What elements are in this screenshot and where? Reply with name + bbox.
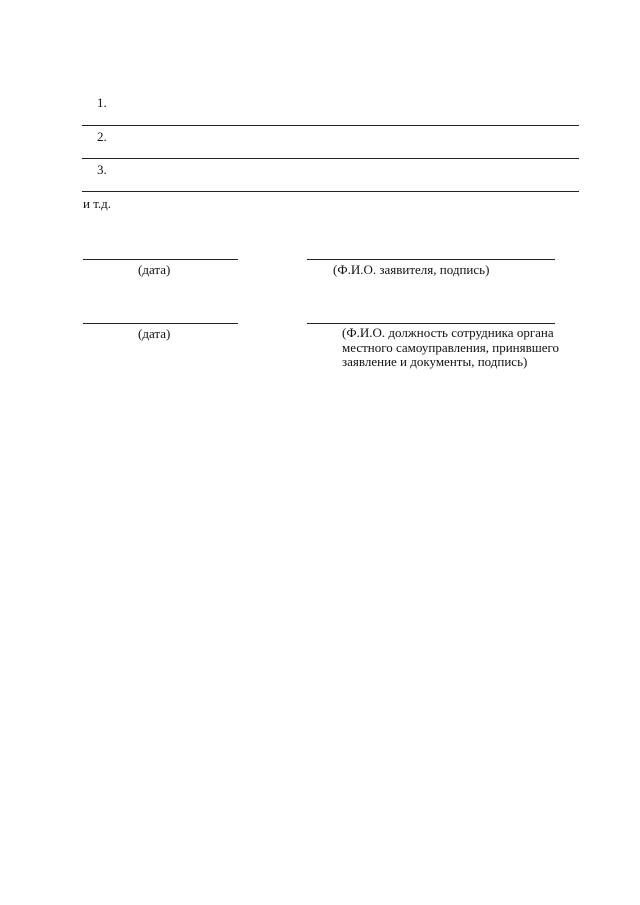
applicant-date-line (83, 259, 238, 260)
list-item-line-3 (82, 191, 579, 192)
list-item-number-2: 2. (97, 129, 107, 144)
official-name-caption (342, 326, 559, 370)
official-date-line (83, 323, 238, 324)
list-item-line-1 (82, 125, 579, 126)
official-name-caption-line-3: заявление и документы, подпись) (342, 354, 528, 369)
official-signature-line (307, 323, 555, 324)
applicant-date-caption: (дата) (138, 262, 171, 277)
official-name-caption-line-2: местного самоуправления, принявшего (342, 339, 560, 355)
list-item-number-1: 1. (97, 95, 107, 110)
list-item-number-3: 3. (97, 162, 107, 177)
list-etc-text: и т.д. (83, 196, 112, 211)
applicant-name-caption: (Ф.И.О. заявителя, подпись) (333, 262, 490, 277)
list-item-line-2 (82, 158, 579, 159)
official-date-caption: (дата) (138, 326, 171, 341)
applicant-signature-line (307, 259, 555, 260)
official-name-caption-line-1: (Ф.И.О. должность сотрудника органа (342, 325, 554, 340)
